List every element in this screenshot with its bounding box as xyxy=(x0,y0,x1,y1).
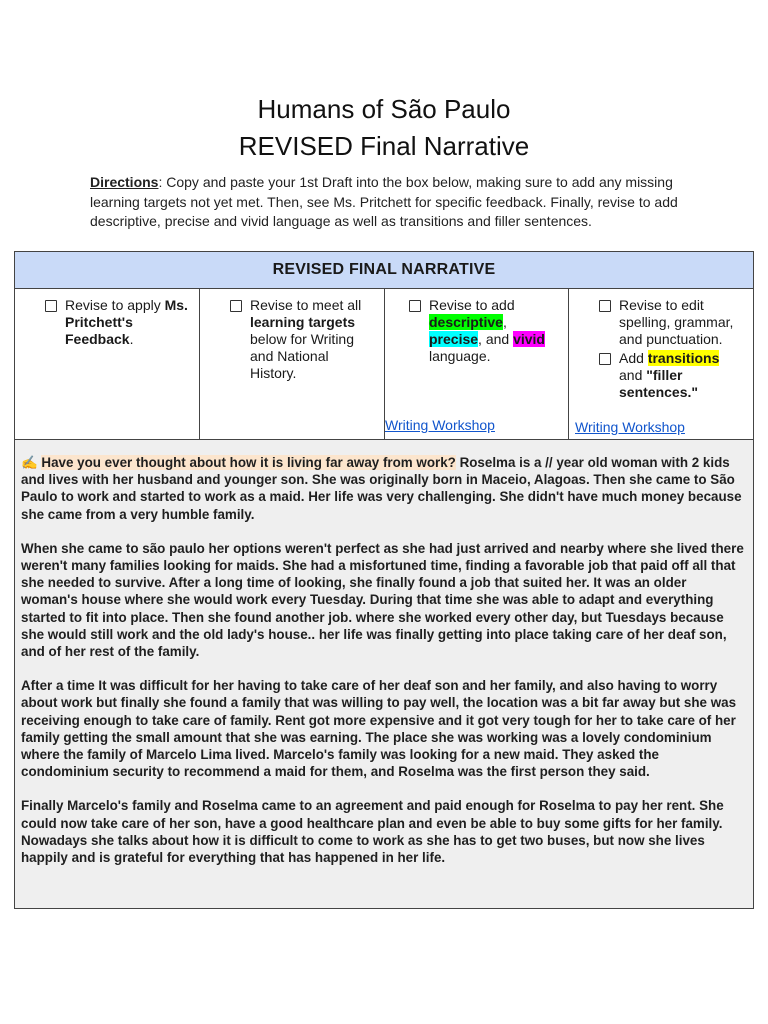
checklist-text: Revise to edit spelling, grammar, and punctuation. xyxy=(619,297,734,347)
narrative-table xyxy=(14,251,754,909)
narrative-paragraph: Finally Marcelo's family and Roselma came to an agreement and paid enough for Roselma to pay her rent. She could now take care of her son, have a good healthcare plan and even be able to buy some gifts for her family. Nowadays she talks about how it is difficult to come to work as she has to get two buses, but now she lives happily and is grateful for everything that has happened in her life. xyxy=(21,798,724,866)
checklist-cell-editing xyxy=(569,289,754,440)
narrative-paragraph: ✍️ Have you ever thought about how it is living far away from work? Roselma is a // year old woman with 2 kids and lives with her husband and younger son. She was originally born in Maceio, Alagoas. Then she came to São Paulo to work and started to work as a maid. Her life was very challenging. She didn't have much money because she came from a very humble family. xyxy=(21,455,742,522)
checklist-text: Add transitions and "filler sentences." xyxy=(619,350,720,400)
writing-workshop-link[interactable]: Writing Workshop xyxy=(575,419,685,435)
checklist-cell-language xyxy=(385,289,569,440)
writing-workshop-link[interactable]: Writing Workshop xyxy=(385,417,495,433)
narrative-paragraph: When she came to são paulo her options weren't perfect as she had just arrived and nearby where she lived there weren't many families looking for maids. She had a misfortuned time, finding a favorable job that paid off all that she needed to survive. After a long time of looking, she finally found a job that suited her. It was an older woman's house where she would work every Tuesday. During that time she was able to adapt and everything started to fit into place. Then she found another job. where she worked every other day, but Tuesdays because she would still work and the old lady's house.. her life was finally getting into place taking care of her deaf son, and of her rest of the family. xyxy=(21,540,744,660)
checklist-text: Revise to apply Ms. Pritchett's Feedback. xyxy=(65,297,188,347)
checkbox-editing[interactable] xyxy=(599,300,611,312)
page-title: Humans of São Paulo xyxy=(257,94,511,124)
writing-hand-icon: ✍️ xyxy=(21,455,38,470)
checklist-text: Revise to add descriptive, precise, and vivid language. xyxy=(429,297,545,364)
checkbox-learning-targets[interactable] xyxy=(230,300,242,312)
checkbox-language[interactable] xyxy=(409,300,421,312)
checkbox-feedback[interactable] xyxy=(45,300,57,312)
directions-body: : Copy and paste your 1st Draft into the box below, making sure to add any missing learning targets not yet met. Then, see Ms. Pritchett for specific feedback. Finally, revise to add descriptive, precise and vivid language as well as transitions and filler sentences. xyxy=(90,174,678,229)
checklist-cell-learning-targets xyxy=(200,289,385,440)
checklist-cell-feedback xyxy=(15,289,200,440)
checkbox-transitions[interactable] xyxy=(599,353,611,365)
directions-label: Directions xyxy=(90,174,159,190)
narrative-body[interactable] xyxy=(15,440,754,909)
narrative-hook: Have you ever thought about how it is living far away from work? xyxy=(41,455,456,470)
directions-text xyxy=(90,173,680,232)
checklist-text: Revise to meet all learning targets below for Writing and National History. xyxy=(250,297,362,381)
page-subtitle: REVISED Final Narrative xyxy=(238,131,530,161)
narrative-paragraph: After a time It was difficult for her having to take care of her deaf son and her family, and also having to worry about work but finally she found a family that was willing to pay well, the location was a bit far away but she was receiving enough to take care of family. Rent got more expensive and it got very tough for her to take care of her family getting the small amount that she was earning. The place she was working was a lovely condominium where the family of Marcelo Lima lived. Marcelo's family was looking for a new maid. They asked the condominium security to recommend a maid for them, and Roselma was the first person they said. xyxy=(21,678,737,780)
table-header: REVISED FINAL NARRATIVE xyxy=(15,252,754,289)
